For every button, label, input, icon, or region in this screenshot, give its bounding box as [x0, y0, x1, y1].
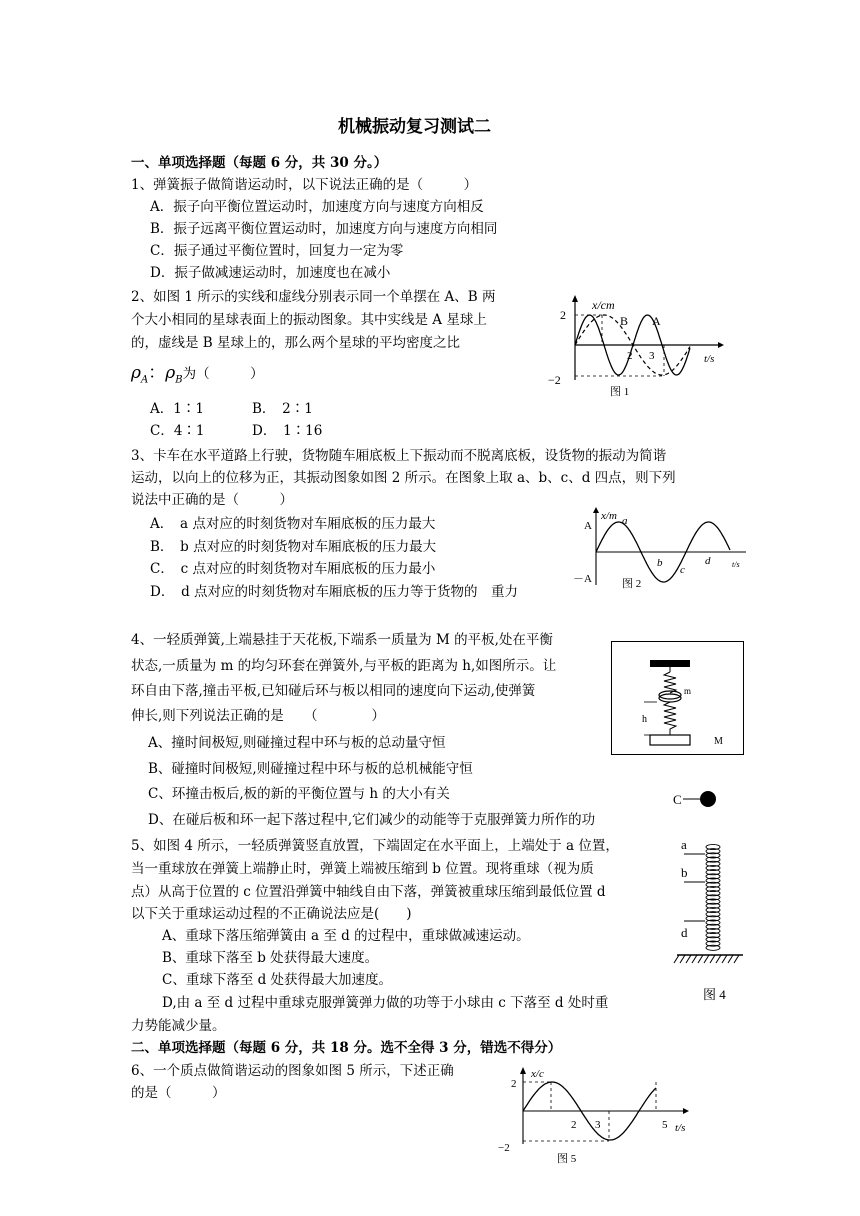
- q6-line-2: 的是（ ）: [131, 1085, 226, 1101]
- q1-option-a: A．振子向平衡位置运动时，加速度方向与速度方向相反: [150, 199, 484, 215]
- fig2-ylabel: x/m: [601, 510, 617, 522]
- q1-option-c: C．振子通过平衡位置时，回复力一定为零: [150, 243, 404, 259]
- q2-option-a: A．1∶1: [150, 401, 204, 417]
- q4-figure: [612, 642, 743, 754]
- fig5-xtick-5: 5: [662, 1119, 668, 1131]
- q5-line-2: 当一重球放在弹簧上端静止时，弹簧上端被压缩到 b 位置。现将重球（视为质: [131, 861, 594, 877]
- q2-option-d: D． 1∶16: [252, 423, 323, 439]
- q5-line-3: 点）从高于位置的 c 位置沿弹簧中轴线自由下落，弹簧被重球压缩到最低位置 d: [131, 884, 606, 900]
- fig5-xtick-2: 2: [571, 1119, 577, 1131]
- q5-option-d-2: 力势能减少量。: [131, 1018, 226, 1034]
- ground-hatch: [674, 955, 679, 963]
- fig4-label-c: C: [673, 792, 682, 807]
- fig4-label-d: d: [681, 925, 688, 940]
- q4-option-b: B、碰撞时间极短,则碰撞过程中环与板的总机械能守恒: [148, 761, 473, 777]
- fig2-label-a: a: [622, 515, 628, 527]
- figure-1: [540, 290, 730, 400]
- fig5-caption: 图 5: [557, 1153, 577, 1165]
- q5-option-b: B、重球下落至 b 处获得最大速度。: [162, 950, 379, 966]
- q4-line-4: 伸长,则下列说法正确的是 （ ）: [131, 708, 386, 724]
- ground-hatch: [722, 955, 727, 963]
- ground: [674, 955, 739, 963]
- q3-option-c: C． c 点对应的时刻货物对车厢底板的压力最小: [150, 561, 436, 577]
- fig1-caption: 图 1: [610, 386, 630, 398]
- fig4-label-a: a: [681, 837, 687, 852]
- q2-line-2: 个大小相同的星球表面上的振动图象。其中实线是 A 星球上: [131, 312, 487, 328]
- ground-hatch: [728, 955, 733, 963]
- ball: [700, 791, 716, 807]
- q1-stem: 1、弹簧振子做简谐运动时，以下说法正确的是（ ）: [131, 177, 478, 193]
- spring: [706, 844, 720, 950]
- figure-5: [495, 1062, 705, 1172]
- figure-4: [665, 785, 755, 1005]
- q4-line-3: 环自由下落,撞击平板,已知碰后环与板以相同的速度向下运动,使弹簧: [131, 683, 536, 699]
- fig1-xtick-3: 3: [649, 350, 655, 362]
- q3-line-1: 3、卡车在水平道路上行驶，货物随车厢底板上下振动而不脱离底板，设货物的振动为简谐: [131, 448, 667, 464]
- fig1-xlabel: t/s: [704, 353, 715, 365]
- fig1-xtick-2: 2: [627, 350, 633, 362]
- fig2-xlabel: t/s: [732, 560, 740, 569]
- q3-option-a: A． a 点对应的时刻货物对车厢底板的压力最大: [150, 516, 436, 532]
- fig2-label-d: d: [705, 555, 711, 567]
- section-heading-1: 一、单项选择题（每题 6 分，共 30 分。）: [131, 155, 388, 171]
- section-heading-2: 二、单项选择题（每题 6 分，共 18 分。选不全得 3 分，错选不得分）: [131, 1040, 562, 1056]
- q4-label-m: m: [684, 686, 692, 696]
- q3-line-3: 说法中正确的是（ ）: [131, 492, 293, 508]
- q4-label-M: M: [714, 736, 723, 747]
- q2-line-3: 的，虚线是 B 星球上的，那么两个星球的平均密度之比: [131, 335, 461, 351]
- q5-option-d-1: D,由 a 至 d 过程中重球克服弹簧弹力做的功等于小球由 c 下落至 d 处时重: [162, 995, 609, 1011]
- fig2-caption: 图 2: [622, 578, 642, 590]
- q4-option-c: C、环撞击板后,板的新的平衡位置与 h 的大小有关: [148, 786, 450, 802]
- q6-line-1: 6、一个质点做简谐运动的图象如图 5 所示，下述正确: [131, 1063, 454, 1079]
- fig2-ytick-bottom: －A: [573, 573, 592, 585]
- fig1-ytick-top: 2: [560, 308, 566, 322]
- q3-option-d: D． d 点对应的时刻货物对车厢底板的压力等于货物的 重力: [150, 584, 519, 600]
- ground-hatch: [680, 955, 685, 963]
- q4-label-h: h: [642, 714, 647, 725]
- fig1-ytick-bottom: −2: [548, 373, 561, 387]
- fig4-label-b: b: [681, 865, 688, 880]
- fig1-ylabel: x/cm: [592, 298, 615, 312]
- ground-hatch: [686, 955, 691, 963]
- figure-2: [570, 505, 750, 595]
- ground-hatch: [734, 955, 739, 963]
- fig4-caption: 图 4: [703, 987, 726, 1002]
- fig5-xlabel: t/s: [675, 1122, 686, 1134]
- ground-hatch: [704, 955, 709, 963]
- fig5-ytick-top: 2: [511, 1078, 517, 1090]
- q1-option-b: B．振子远离平衡位置运动时，加速度方向与速度方向相同: [150, 221, 498, 237]
- q5-option-c: C、重球下落至 d 处获得最大加速度。: [162, 972, 393, 988]
- fig2-label-b: b: [657, 557, 663, 569]
- q4-line-1: 4、一轻质弹簧,上端悬挂于天花板,下端系一质量为 M 的平板,处在平衡: [131, 632, 553, 648]
- q2-line-1: 2、如图 1 所示的实线和虚线分别表示同一个单摆在 A、B 两: [131, 289, 496, 305]
- q2-option-c: C．4∶1: [150, 423, 205, 439]
- fig2-label-c: c: [680, 564, 685, 576]
- fig1-label-a: A: [652, 314, 661, 328]
- fig1-label-b: B: [620, 314, 629, 328]
- page-title: 机械振动复习测试二: [338, 117, 491, 137]
- fig2-ytick-top: A: [584, 520, 592, 532]
- q2-option-b: B． 2∶1: [252, 401, 313, 417]
- q4-option-a: A、撞时间极短,则碰撞过程中环与板的总动量守恒: [148, 735, 446, 751]
- ground-hatch: [710, 955, 715, 963]
- ground-hatch: [698, 955, 703, 963]
- fig5-xtick-3: 3: [595, 1119, 601, 1131]
- q5-line-4: 以下关于重球运动过程的不正确说法应是( ): [131, 906, 412, 922]
- ground-hatch: [716, 955, 721, 963]
- q3-option-b: B． b 点对应的时刻货物对车厢底板的压力最大: [150, 539, 437, 555]
- q5-line-1: 5、如图 4 所示，一轻质弹簧竖直放置，下端固定在水平面上，上端处于 a 位置，: [131, 838, 619, 854]
- density-ratio: $\rho_A$：$\rho_B$为（ ）: [131, 363, 264, 386]
- ground-hatch: [692, 955, 697, 963]
- q5-option-a: A、重球下落压缩弹簧由 a 至 d 的过程中，重球做减速运动。: [162, 928, 530, 944]
- q1-option-d: D．振子做减速运动时，加速度也在减小: [150, 265, 391, 281]
- q4-option-d: D、在碰后板和环一起下落过程中,它们减少的动能等于克服弹簧力所作的功: [148, 812, 596, 828]
- q4-line-2: 状态,一质量为 m 的均匀环套在弹簧外,与平板的距离为 h,如图所示。让: [131, 658, 557, 674]
- fig5-ylabel: x/c: [531, 1068, 544, 1080]
- fig5-ytick-bottom: −2: [498, 1142, 510, 1154]
- q3-line-2: 运动，以向上的位移为正，其振动图象如图 2 所示。在图象上取 a、b、c、d 四点，则下列: [131, 470, 676, 486]
